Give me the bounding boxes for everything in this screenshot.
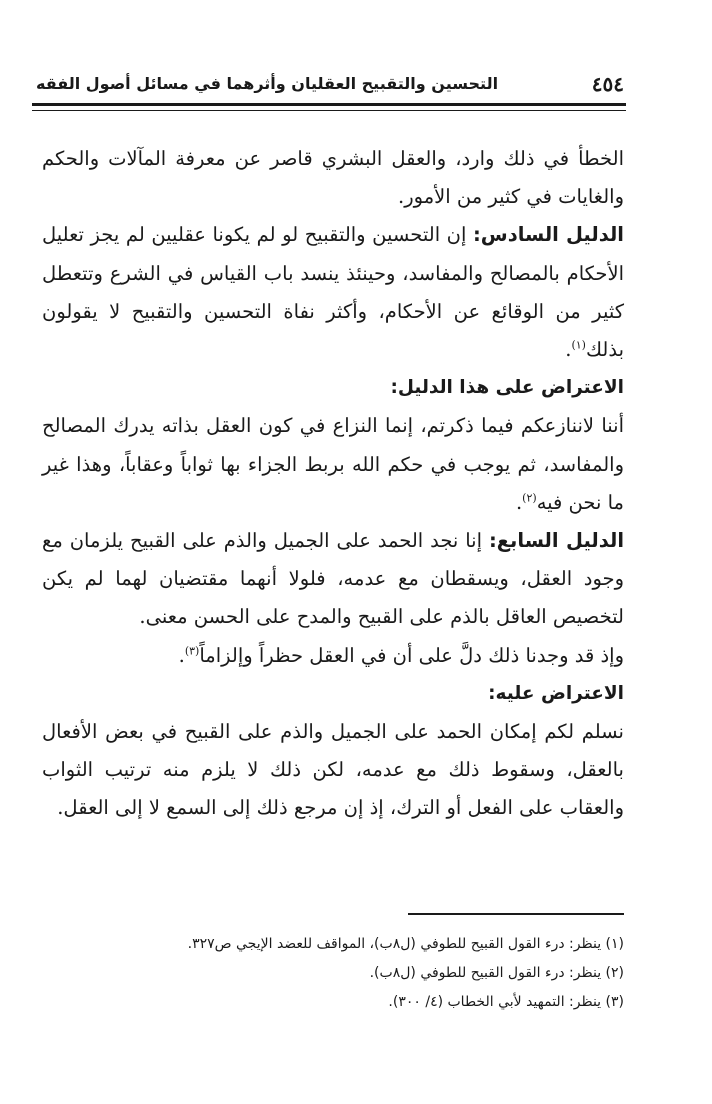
footnotes bbox=[42, 930, 624, 1017]
paragraph: نسلم لكم إمكان الحمد على الجميل والذم على القبيح في بعض الأفعال بالعقل، وسقوط ذلك مع عدمه، لكن ذلك لا يلزم منه ترتيب الثواب والعقاب على الفعل أو الترك، إذ إن مرجع ذلك إلى السمع لا إلى العقل. bbox=[42, 720, 624, 820]
page-number: ٤٥٤ bbox=[591, 72, 624, 96]
footnote-ref: (٢) bbox=[522, 491, 537, 505]
paragraph: الخطأ في ذلك وارد، والعقل البشري قاصر عن معرفة المآلات والحكم والغايات في كثير من الأمور. bbox=[42, 147, 624, 209]
paragraph-end: . bbox=[178, 643, 185, 667]
paragraph bbox=[42, 637, 624, 675]
page-header bbox=[36, 66, 624, 100]
footnote-ref: (١) bbox=[571, 338, 586, 352]
running-title: التحسين والتقبيح العقليان وأثرهما في مسائل أصول الفقه bbox=[36, 74, 499, 93]
footnote: (٢) ينظر: درء القول القبيح للطوفي (ل٨ب). bbox=[369, 965, 624, 981]
footnote: (٣) ينظر: التمهيد لأبي الخطاب (٤/ ٣٠٠). bbox=[388, 994, 624, 1010]
paragraph bbox=[42, 522, 624, 637]
header-rule-thin bbox=[32, 110, 626, 111]
paragraph bbox=[42, 407, 624, 522]
paragraph-end: . bbox=[565, 338, 572, 362]
footnote-separator bbox=[408, 913, 624, 915]
section-heading: الاعتراض عليه: bbox=[488, 682, 624, 704]
paragraph bbox=[42, 216, 624, 369]
body-text bbox=[42, 140, 624, 828]
paragraph-text: إن التحسين والتقبيح لو لم يكونا عقليين لم يجز تعليل الأحكام بالمصالح والمفاسد، وحينئذ ينسد باب القياس في الشرع وتتعطل كثير من الوقائع عن الأحكام، وأكثر نفاة التحسين والتقبيح لا يقولون بذلك bbox=[42, 223, 624, 362]
paragraph-text: وإذ قد وجدنا ذلك دلَّ على أن في العقل حظراً وإلزاماً bbox=[199, 643, 624, 667]
evidence-heading: الدليل السادس: bbox=[472, 223, 624, 247]
header-rule-thick bbox=[32, 103, 626, 106]
footnote: (١) ينظر: درء القول القبيح للطوفي (ل٨ب)، المواقف للعضد الإيجي ص٣٢٧. bbox=[187, 936, 624, 952]
paragraph-text: أننا لاننازعكم فيما ذكرتم، إنما النزاع في كون العقل بذاته يدرك المصالح والمفاسد، ثم يوجب في حكم الله بربط الجزاء بها ثواباً وعقاباً، وهذا غير ما نحن فيه bbox=[42, 414, 624, 514]
section-heading: الاعتراض على هذا الدليل: bbox=[390, 377, 624, 399]
footnote-ref: (٣) bbox=[184, 644, 200, 658]
paragraph-text: إنا نجد الحمد على الجميل والذم على القبيح يلزمان مع وجود العقل، ويسقطان مع عدمه، فلولا أنهما مقتضيان لهما لم يكن لتخصيص العاقل بالذم على القبيح والمدح على الحسن معنى. bbox=[42, 529, 624, 629]
paragraph-end: . bbox=[515, 490, 523, 514]
evidence-heading: الدليل السابع: bbox=[488, 529, 625, 553]
